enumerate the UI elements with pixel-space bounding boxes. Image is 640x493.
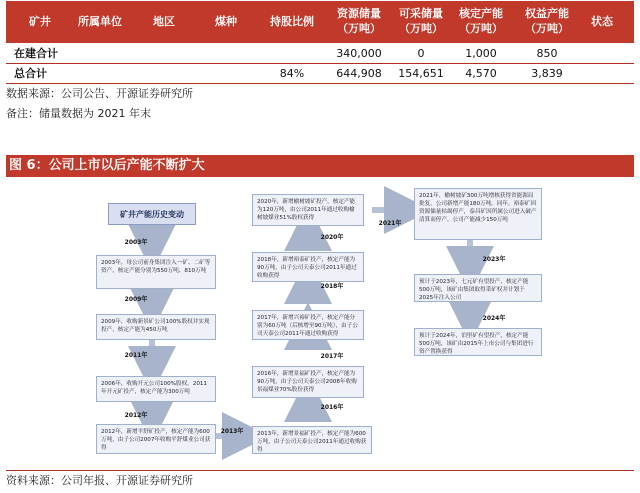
diagram-title: 矿井产能历史变动	[108, 203, 196, 225]
figure-caption	[6, 155, 634, 177]
header-share: 持股比例	[270, 15, 314, 28]
row-divider	[6, 83, 634, 84]
header-resource-label: 资源储量	[337, 7, 381, 20]
year-2013: 2013年	[220, 428, 244, 435]
row-resource: 644,908	[336, 67, 382, 80]
header-resource-unit: （万吨）	[337, 22, 381, 35]
box-2016: 2016年，新增景福矿投产，核定产能为90万吨，由子公司天泰公司2008年收购景福煤业70%股份获得	[252, 366, 364, 398]
row-divider	[6, 63, 634, 64]
box-2012: 2012年，新增平舒矿投产，核定产能为600万吨，由子公司2007年收购平舒煤业公司获得	[96, 424, 216, 454]
header-status: 状态	[591, 15, 613, 28]
row-capacity: 4,570	[465, 67, 497, 80]
table-header	[6, 1, 634, 43]
box-2011: 2006年，收购开元公司100%股权，2011年开元矿投产，核定产能为300万吨	[96, 376, 216, 402]
row-equity: 3,839	[531, 67, 563, 80]
header-coal-type: 煤种	[215, 15, 237, 28]
row-capacity: 1,000	[465, 47, 497, 60]
box-2024: 预计于2024年，泊里矿有望投产，核定产能500万吨，该矿由2015年上市公司与集团进行资产置换获得	[414, 328, 542, 356]
box-2003: 2003年，母公司前身集团注入一矿、二矿等资产，核定产能分别为550万吨、810万吨	[96, 255, 216, 289]
box-2023: 预计于2023年，七元矿有望投产，核定产能500万吨，该矿由集团取得采矿权并计划于2025年注入公司	[414, 274, 542, 302]
figure-caption-text: 图 6：公司上市以后产能不断扩大	[9, 158, 205, 173]
header-capacity-label: 核定产能	[459, 7, 503, 20]
year-2018: 2018年	[320, 283, 344, 290]
box-2017: 2017年，新增兴裕矿投产，核定产能分别为60万吨（后核增至90万吨），由子公司天泰公司2011年通过收购获得	[252, 310, 364, 340]
box-2013: 2013年，新增景福矿投产，核定产能为600万吨，由子公司天泰公司2011年通过收购获得	[252, 426, 372, 454]
header-equity-unit: （万吨）	[525, 22, 569, 35]
year-2023: 2023年	[482, 256, 506, 263]
capacity-history-diagram	[0, 180, 640, 470]
year-2009: 2009年	[124, 296, 148, 303]
year-2016-b: 2016年	[320, 404, 344, 411]
box-2021: 2021年，榆树坡矿300万吨增核获得省能源局批复，公司新增产能180万吨。同年，裕泰矿因资源储量枯竭停产，泰昌矿因所属公司进入破产清算而停产，公司产能减少150万吨	[414, 188, 542, 240]
row-equity: 850	[536, 47, 558, 60]
year-2003: 2003年	[124, 239, 148, 246]
year-2020: 2020年	[320, 234, 344, 241]
year-2011: 2011年	[124, 352, 148, 359]
header-capacity-unit: （万吨）	[459, 22, 503, 35]
box-2018: 2018年，新增裕泰矿投产，核定产能为90万吨，由子公司天泰公司2011年通过收购获得	[252, 252, 364, 282]
bottom-divider	[6, 470, 634, 471]
box-2009: 2009年，收购新景矿公司100%股权并实现投产，核定产能为450万吨	[96, 314, 216, 340]
row-recoverable: 154,651	[398, 67, 444, 80]
row-recoverable: 0	[417, 47, 425, 60]
header-equity	[512, 6, 582, 36]
year-2017: 2017年	[320, 353, 344, 360]
box-2020: 2020年，新增榆树坡矿投产，核定产能为120万吨，由公司2011年通过收购榆树坡煤业51%股权获得	[252, 194, 364, 226]
row-label: 在建合计	[14, 47, 58, 60]
row-share: 84%	[279, 67, 305, 80]
header-resource	[324, 6, 394, 36]
row-resource: 340,000	[336, 47, 382, 60]
header-recoverable-label: 可采储量	[399, 7, 443, 20]
figure-source-note: 资料来源：公司年报、开源证券研究所	[6, 474, 193, 487]
year-2021: 2021年	[378, 220, 402, 227]
data-source-note: 数据来源：公司公告、开源证券研究所	[6, 87, 193, 100]
header-region: 地区	[153, 15, 175, 28]
header-unit: 所属单位	[78, 15, 122, 28]
remark-note: 备注：储量数据为 2021 年末	[6, 107, 151, 120]
row-label: 总合计	[14, 67, 47, 80]
table-row	[6, 45, 634, 63]
table-row	[6, 65, 634, 83]
year-2024: 2024年	[482, 315, 506, 322]
year-2012: 2012年	[124, 412, 148, 419]
header-recoverable-unit: （万吨）	[399, 22, 443, 35]
header-equity-label: 权益产能	[525, 7, 569, 20]
header-capacity	[446, 6, 516, 36]
header-mine: 矿井	[29, 15, 51, 28]
